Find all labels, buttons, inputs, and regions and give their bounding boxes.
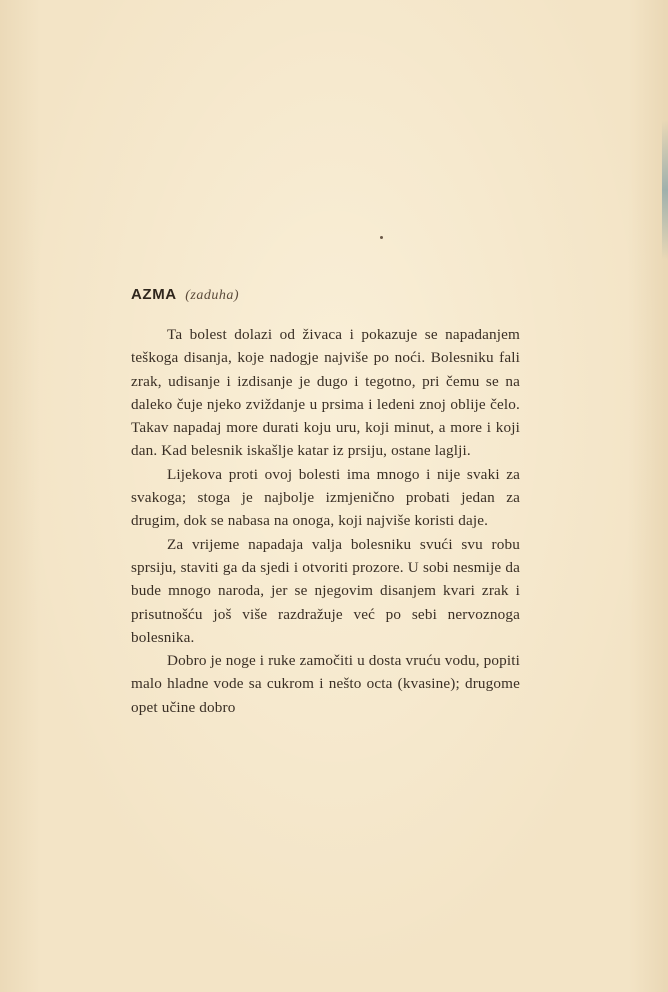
paragraph-4: Dobro je noge i ruke zamočiti u dosta vruću vodu, popiti malo hladne vode sa cukrom i nešto octa (kvasine); drugome opet učine dobro — [131, 652, 520, 716]
paragraph-2: Lijekova proti ovoj bolesti ima mnogo i nije svaki za svakoga; stoga je najbolje izmjenično probati jedan za drugim, dok se nabasa na onoga, koji najviše koristi daje. — [131, 465, 520, 530]
article-body — [131, 323, 520, 719]
section-heading — [131, 286, 239, 304]
paragraph-3: Za vrijeme napadaja valja bolesniku svući svu robu sprsiju, staviti ga da sjedi i otvoriti prozore. U sobi nesmije da bude mnogo naroda, jer se njegovim disanjem kvari zrak i prisutnošću još više razdražuje već po sebi nervoznoga bolesnika. — [131, 535, 520, 646]
heading-subtitle: (zaduha) — [185, 288, 240, 303]
heading-title: AZMA — [131, 286, 177, 303]
paper-speck — [380, 236, 383, 239]
paragraph-1: Ta bolest dolazi od živaca i pokazuje se napadanjem teškoga disanja, koje nadogje najviše po noći. Bolesniku fali zrak, udisanje i izdisanje je dugo i tegotno, pri čemu se na daleko čuje njeko zviždanje u prsima i ledeni znoj oblije čelo. Takav napadaj more durati koju uru, koji minut, a more i koji dan. Kad belesnik iskašlje katar iz prsiju, ostane laglji. — [131, 326, 520, 460]
page-edge-shadow — [662, 120, 668, 260]
